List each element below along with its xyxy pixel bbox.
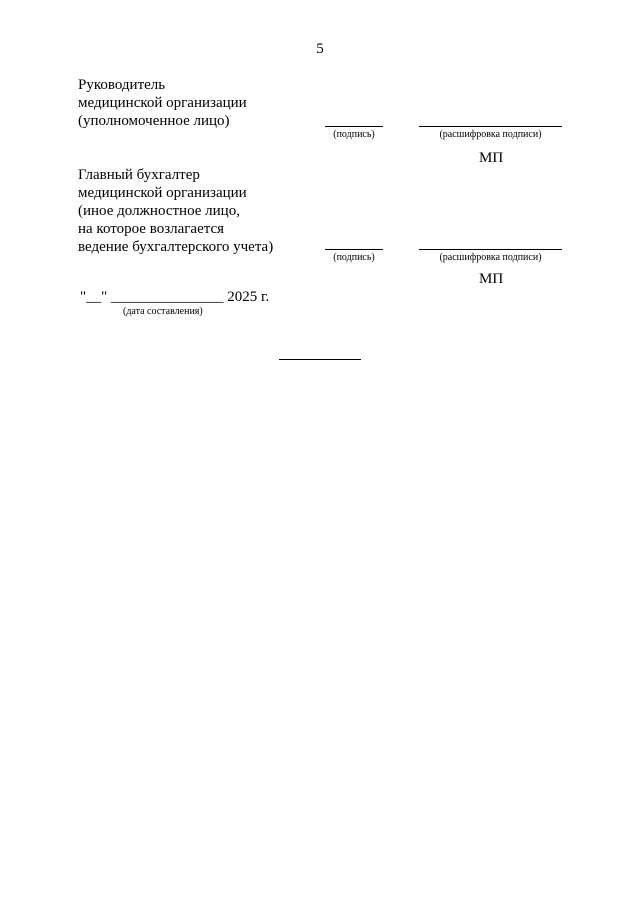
accountant-signature-caption: (подпись) [333, 252, 375, 263]
head-title-line: Руководитель [78, 77, 166, 93]
accountant-title-line: Главный бухгалтер [78, 167, 200, 183]
end-of-document-rule [279, 359, 361, 360]
accountant-decoding-caption: (расшифровка подписи) [439, 252, 542, 263]
accountant-decoding-line [419, 249, 562, 250]
head-signature-line [325, 126, 383, 127]
accountant-title-line: ведение бухгалтерского учета) [78, 239, 274, 255]
head-title-line: (уполномоченное лицо) [78, 113, 230, 129]
compilation-date: "__" _______________ 2025 г. [80, 289, 270, 305]
head-decoding-caption: (расшифровка подписи) [439, 129, 542, 140]
accountant-signature-line [325, 249, 383, 250]
accountant-title-line: (иное должностное лицо, [78, 203, 240, 219]
page-number: 5 [316, 41, 324, 57]
accountant-title [78, 166, 273, 256]
head-decoding-line [419, 126, 562, 127]
head-signature-caption: (подпись) [333, 129, 375, 140]
accountant-stamp-label: МП [479, 271, 504, 287]
head-stamp-label: МП [479, 150, 504, 166]
accountant-title-line: на которое возлагается [78, 221, 225, 237]
compilation-date-caption: (дата составления) [123, 306, 203, 317]
head-title [78, 76, 247, 130]
accountant-title-line: медицинской организации [78, 185, 247, 201]
head-title-line: медицинской организации [78, 95, 247, 111]
